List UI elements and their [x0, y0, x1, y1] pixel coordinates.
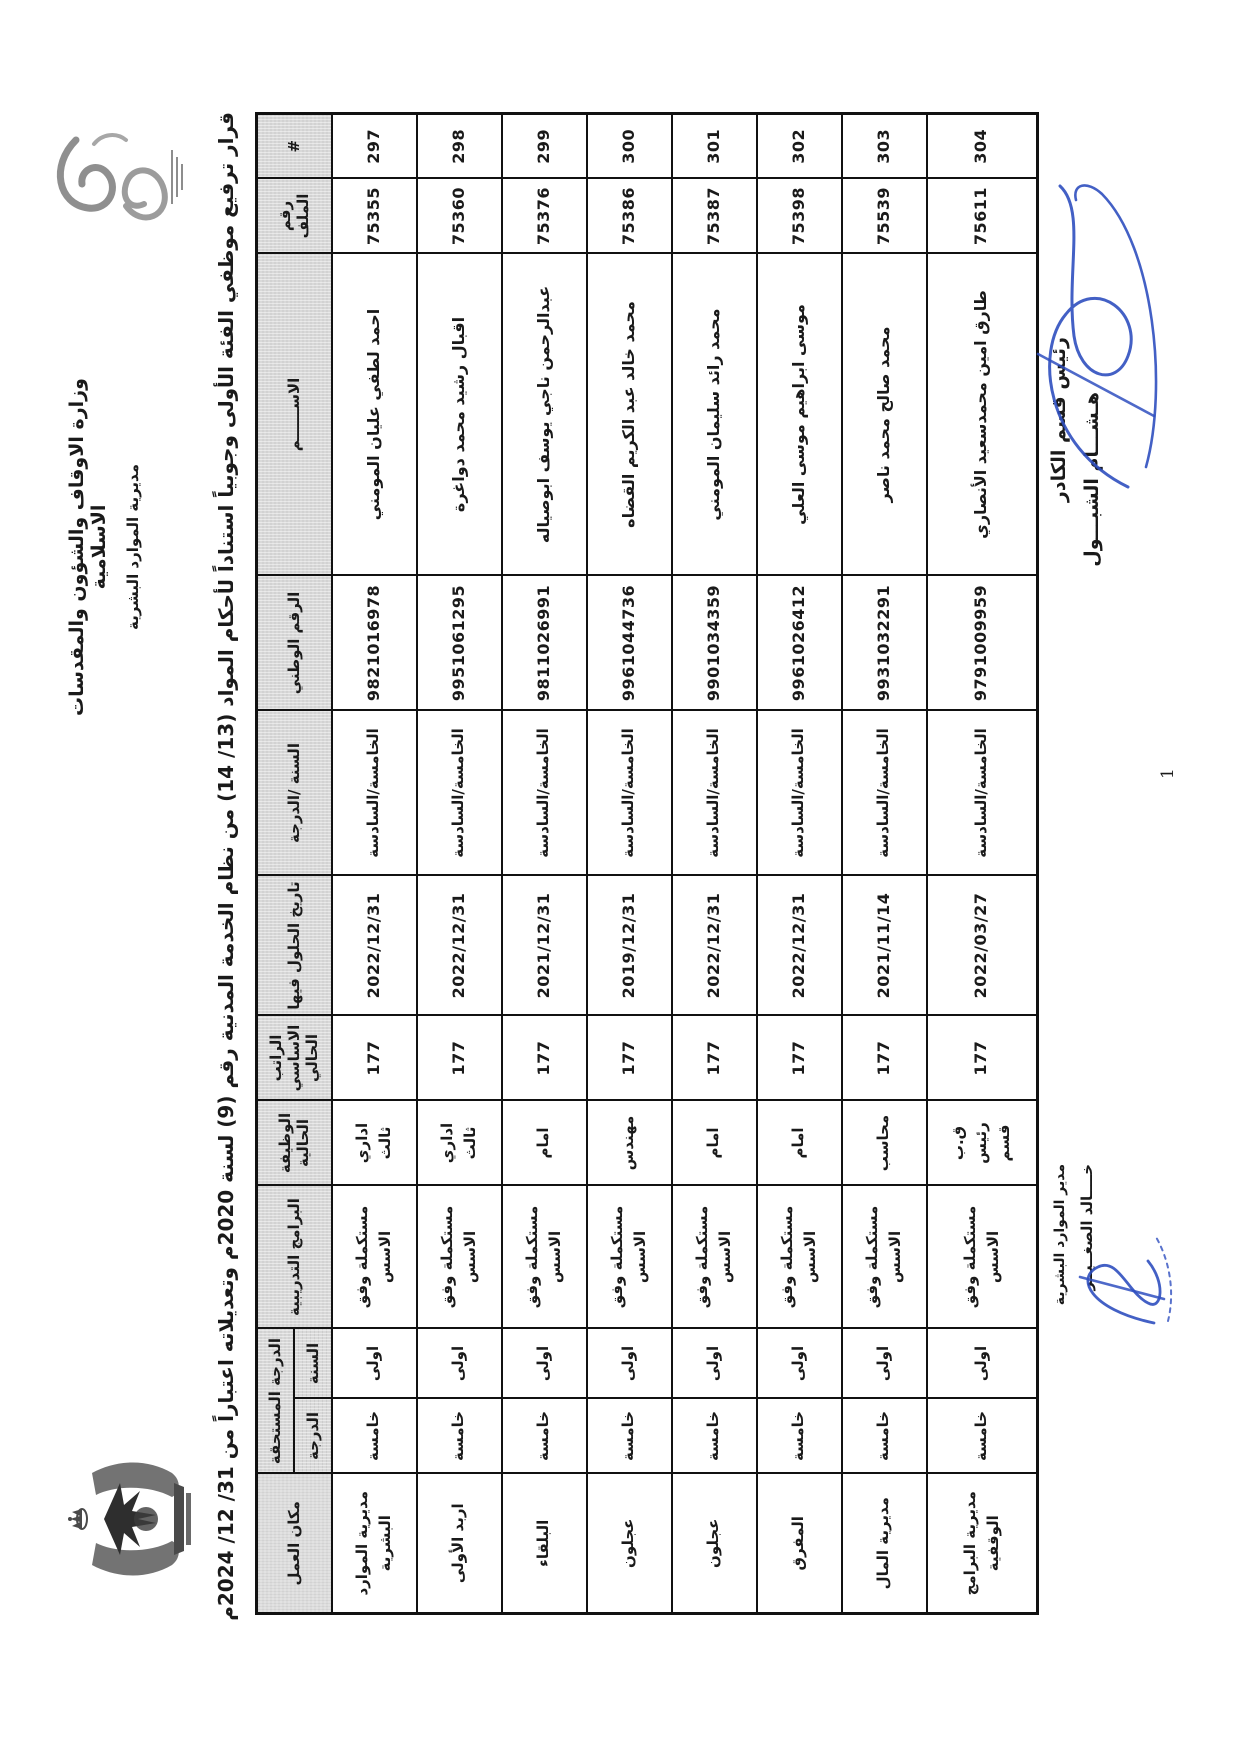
cell-salary: 177: [332, 1016, 417, 1101]
header-grade: الدرجة: [294, 1399, 332, 1474]
cell-salary: 177: [587, 1016, 672, 1101]
cell-national-id: 9951061295: [417, 576, 502, 711]
header-year-grade: السنة /الدرجة: [257, 711, 332, 876]
cell-year-grade: الخامسة/السادسة: [927, 711, 1038, 876]
cell-name: محمد رائد سليمان المومني: [672, 254, 757, 576]
cell-year-grade: الخامسة/السادسة: [757, 711, 842, 876]
cell-name: محمد صالح محمد ناصر: [842, 254, 927, 576]
cell-training: مستكملة وفق الاسس: [927, 1186, 1038, 1329]
cell-workplace: البلقاء: [502, 1474, 587, 1614]
cell-training: مستكملة وفق الاسس: [417, 1186, 502, 1329]
cell-file-no: 75355: [332, 179, 417, 254]
cell-year: اولى: [587, 1329, 672, 1399]
cell-year: اولى: [332, 1329, 417, 1399]
cell-workplace: مديرية البرامج الوقفية: [927, 1474, 1038, 1614]
table-row: [672, 114, 757, 1614]
cell-num: 298: [417, 114, 502, 179]
header-workplace: مكان العمل: [257, 1474, 332, 1614]
cell-grade: خامسة: [927, 1399, 1038, 1474]
page-number: 1: [1158, 768, 1178, 779]
signatory-title: مدير الموارد البشرية: [1052, 1164, 1068, 1306]
cell-year: اولى: [927, 1329, 1038, 1399]
cell-file-no: 75611: [927, 179, 1038, 254]
cell-national-id: 9961026412: [757, 576, 842, 711]
table-row: [587, 114, 672, 1614]
cell-year: اولى: [502, 1329, 587, 1399]
cell-year: اولى: [757, 1329, 842, 1399]
cell-grade: خامسة: [417, 1399, 502, 1474]
cell-current-job: ق.ب رئيس قسم: [927, 1101, 1038, 1186]
cell-num: 299: [502, 114, 587, 179]
signatory-name: خــــالد الصغــيــر: [1078, 1164, 1096, 1291]
signature-scribble-right: [1028, 162, 1178, 512]
cell-salary: 177: [417, 1016, 502, 1101]
cell-year-grade: الخامسة/السادسة: [842, 711, 927, 876]
cell-file-no: 75398: [757, 179, 842, 254]
cell-training: مستكملة وفق الاسس: [587, 1186, 672, 1329]
table-row: [927, 114, 1038, 1614]
cell-current-job: محاسب: [842, 1101, 927, 1186]
header-num: #: [257, 114, 332, 179]
cell-grade: خامسة: [757, 1399, 842, 1474]
cell-file-no: 75387: [672, 179, 757, 254]
cell-file-no: 75539: [842, 179, 927, 254]
cell-year-grade: الخامسة/السادسة: [417, 711, 502, 876]
document-title: قرار ترفيع موظفي الفئة الأولى وجوبياً استناداً لأحكام المواد (13/ 14) من نظام الخدمة المدنية رقم (9) لسنة 2020م وتعديلاته اعتباراً من 31/ 12/ 2024م: [214, 112, 238, 1621]
handwritten-signature-icon: [1066, 1211, 1178, 1341]
cell-national-id: 9901034359: [672, 576, 757, 711]
table-row: [332, 114, 417, 1614]
promotion-table: [255, 112, 1039, 1615]
cell-training: مستكملة وفق الاسس: [757, 1186, 842, 1329]
cell-current-job: اداري ثالث: [417, 1101, 502, 1186]
ministry-name: وزارة الاوقاف والشؤون والمقدسات الاسلامية: [66, 378, 110, 716]
cell-national-id: 9961044736: [587, 576, 672, 711]
cell-workplace: المفرق: [757, 1474, 842, 1614]
cell-num: 302: [757, 114, 842, 179]
cell-num: 304: [927, 114, 1038, 179]
employee-table-body: [332, 114, 1038, 1614]
cell-num: 303: [842, 114, 927, 179]
cell-due-date: 2022/12/31: [757, 876, 842, 1016]
cell-file-no: 75376: [502, 179, 587, 254]
cell-current-job: امام: [757, 1101, 842, 1186]
table-row: [417, 114, 502, 1614]
cell-name: موسى ابراهيم موسى العلي: [757, 254, 842, 576]
header-training: البرامج التدريبية: [257, 1186, 332, 1329]
header-due-date: تاريخ الحلول فيها: [257, 876, 332, 1016]
cell-salary: 177: [672, 1016, 757, 1101]
header-salary: الراتب الاساسي الحالي: [257, 1016, 332, 1101]
cell-grade: خامسة: [502, 1399, 587, 1474]
cell-name: اقبال رشيد محمد دواغرة: [417, 254, 502, 576]
cell-grade: خامسة: [332, 1399, 417, 1474]
cell-due-date: 2021/11/14: [842, 876, 927, 1016]
cell-year-grade: الخامسة/السادسة: [332, 711, 417, 876]
cell-year: اولى: [842, 1329, 927, 1399]
signatory-name: هـشـــام الشبـــول: [1081, 392, 1103, 567]
table-row: [502, 114, 587, 1614]
cell-training: مستكملة وفق الاسس: [502, 1186, 587, 1329]
header-name: الاســــــم: [257, 254, 332, 576]
cell-current-job: امام: [502, 1101, 587, 1186]
cell-due-date: 2019/12/31: [587, 876, 672, 1016]
cell-year-grade: الخامسة/السادسة: [587, 711, 672, 876]
cell-training: مستكملة وفق الاسس: [842, 1186, 927, 1329]
cell-training: مستكملة وفق الاسس: [672, 1186, 757, 1329]
cell-year: اولى: [672, 1329, 757, 1399]
cell-grade: خامسة: [842, 1399, 927, 1474]
cell-due-date: 2021/12/31: [502, 876, 587, 1016]
directorate-name: مديرية الموارد البشرية: [124, 463, 142, 631]
cell-year: اولى: [417, 1329, 502, 1399]
cell-grade: خامسة: [587, 1399, 672, 1474]
cell-workplace: مديرية الموارد البشرية: [332, 1474, 417, 1614]
cell-name: احمد لطفي عليان المومني: [332, 254, 417, 576]
cell-due-date: 2022/12/31: [417, 876, 502, 1016]
cell-num: 301: [672, 114, 757, 179]
hashemite-royal-crest-emblem: [68, 1449, 200, 1589]
cell-salary: 177: [927, 1016, 1038, 1101]
signatory-title: رئيس قسم الكادر: [1048, 337, 1070, 503]
cell-file-no: 75360: [417, 179, 502, 254]
table-row: [842, 114, 927, 1614]
header-entitled-grade-group: الدرجة المستحقة: [257, 1329, 294, 1474]
cell-salary: 177: [842, 1016, 927, 1101]
cell-national-id: 9811026991: [502, 576, 587, 711]
header-file-no: رقم الملف: [257, 179, 332, 254]
cell-national-id: 9931032291: [842, 576, 927, 711]
cell-workplace: عجلون: [672, 1474, 757, 1614]
cell-workplace: عجلون: [587, 1474, 672, 1614]
ministry-header: [66, 337, 142, 757]
cell-grade: خامسة: [672, 1399, 757, 1474]
handwritten-signature-icon: [1028, 162, 1178, 512]
header-national-id: الرقم الوطني: [257, 576, 332, 711]
cell-year-grade: الخامسة/السادسة: [502, 711, 587, 876]
signature-scribble-left: [1066, 1211, 1178, 1341]
royal-crest-icon: [68, 1449, 200, 1589]
cell-workplace: اربد الأولى: [417, 1474, 502, 1614]
cell-national-id: 9791009959: [927, 576, 1038, 711]
jordan-centennial-logo: [42, 102, 192, 252]
cell-due-date: 2022/12/31: [332, 876, 417, 1016]
cell-num: 300: [587, 114, 672, 179]
cell-current-job: مهندس: [587, 1101, 672, 1186]
cell-workplace: مديرية المال: [842, 1474, 927, 1614]
cell-year-grade: الخامسة/السادسة: [672, 711, 757, 876]
cell-national-id: 9821016978: [332, 576, 417, 711]
cell-due-date: 2022/03/27: [927, 876, 1038, 1016]
table-header: [257, 114, 332, 1614]
cell-name: طارق امين محمدسعيد الأنصاري: [927, 254, 1038, 576]
cell-name: عبدالرحمن ناجي يوسف ابوصياله: [502, 254, 587, 576]
cell-due-date: 2022/12/31: [672, 876, 757, 1016]
header-current-job: الوظيفة الحالية: [257, 1101, 332, 1186]
cell-name: محمد خالد عبد الكريم القضاه: [587, 254, 672, 576]
cell-current-job: اداري ثالث: [332, 1101, 417, 1186]
header-year: السنة: [294, 1329, 332, 1399]
logo-caption-lines: [168, 150, 186, 204]
cell-current-job: امام: [672, 1101, 757, 1186]
table-row: [757, 114, 842, 1614]
cell-file-no: 75386: [587, 179, 672, 254]
cell-num: 297: [332, 114, 417, 179]
cell-salary: 177: [502, 1016, 587, 1101]
cell-salary: 177: [757, 1016, 842, 1101]
cell-training: مستكملة وفق الاسس: [332, 1186, 417, 1329]
